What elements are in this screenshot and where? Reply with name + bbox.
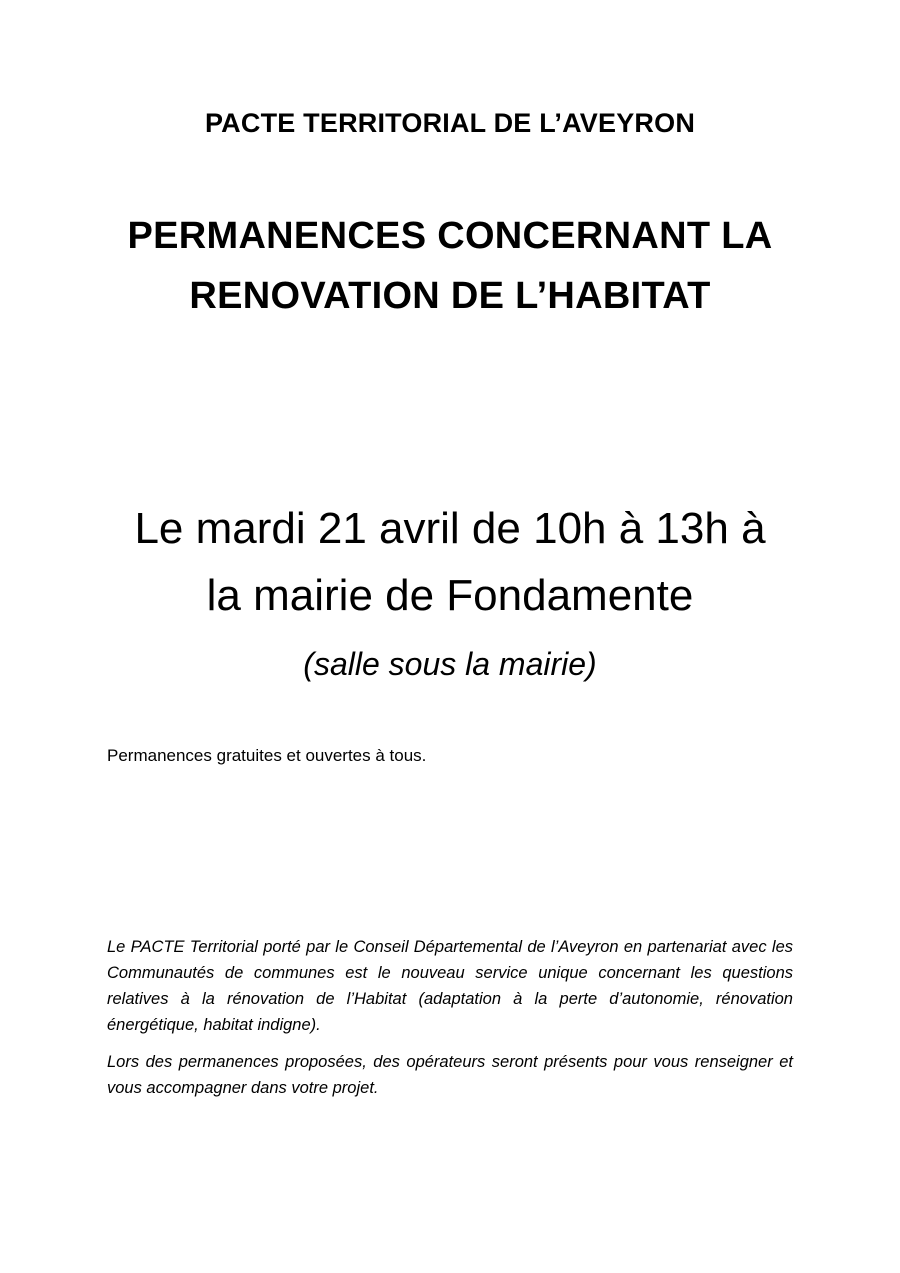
- description-paragraph-1: Le PACTE Territorial porté par le Conseil Départemental de l’Aveyron en partenariat avec les Communautés de communes est le nouveau service unique concernant les questions relatives à la rénovation de l’Habitat (adaptation à la perte d’autonomie, rénovation énergétique, habitat indigne).: [107, 938, 793, 1034]
- description-paragraph-2: Lors des permanences proposées, des opérateurs seront présents pour vous renseigner et vous accompagner dans votre projet.: [107, 1053, 793, 1097]
- event-date-line-2: la mairie de Fondamente: [206, 571, 694, 620]
- event-date-location: [0, 495, 900, 629]
- main-title-line-2: RENOVATION DE L’HABITAT: [189, 275, 711, 317]
- organization-title: PACTE TERRITORIAL DE L’AVEYRON: [204, 108, 696, 138]
- event-date-line-1: Le mardi 21 avril de 10h à 13h à: [134, 504, 766, 553]
- main-title-line-1: PERMANENCES CONCERNANT LA: [127, 215, 773, 257]
- description-block: [107, 934, 793, 1112]
- main-title: [0, 206, 900, 326]
- event-room: (salle sous la mairie): [303, 646, 597, 682]
- free-note: Permanences gratuites et ouvertes à tous.: [107, 746, 427, 765]
